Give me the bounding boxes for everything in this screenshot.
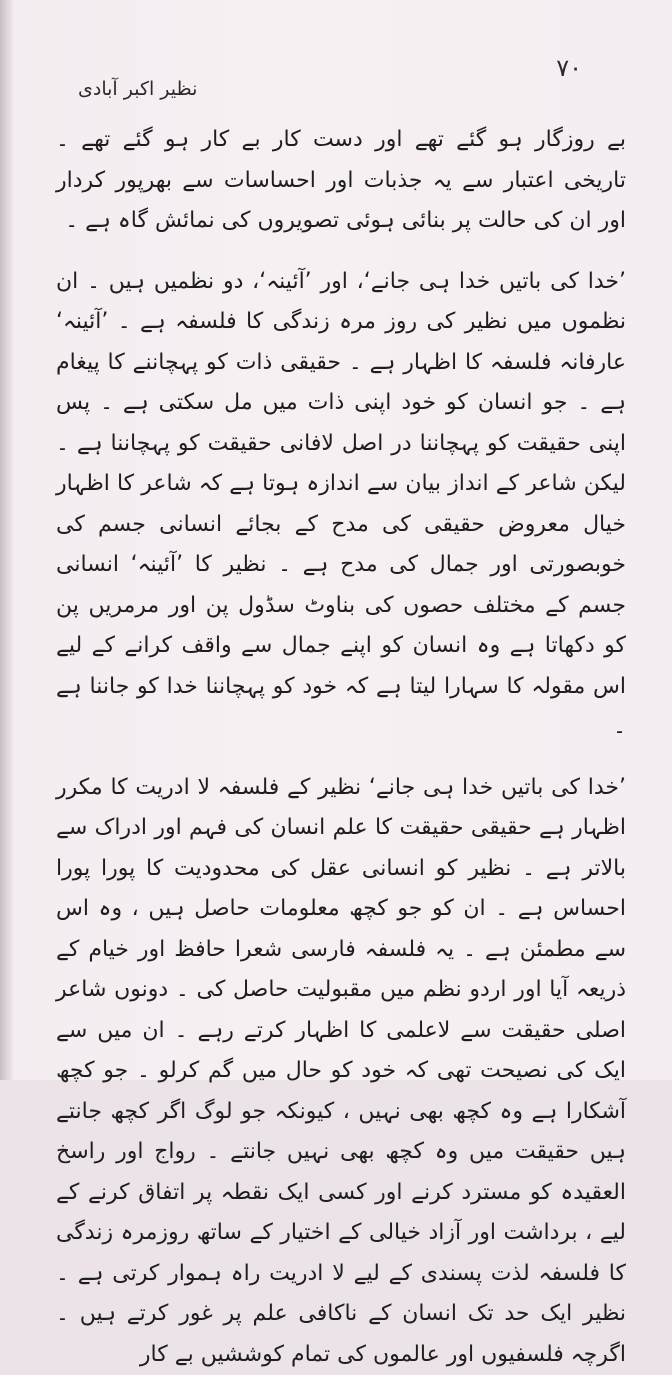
paragraph-1: بے روزگار ہو گئے تھے اور دست کار بے کار ہو گئے تھے ۔ تاریخی اعتبار سے یہ جذبات اور احساسات سے بھرپور کردار اور ان کی حالت پر بنائی ہوئی تصویروں کی نمائش گاہ ہے ۔	[56, 120, 626, 242]
binding-shadow	[0, 0, 14, 1080]
page-number: ۷۰	[556, 54, 582, 82]
running-head: نظیر اکبر آبادی	[78, 78, 197, 100]
paragraph-3: ’خدا کی باتیں خدا ہی جانے‘ نظیر کے فلسفہ لا ادریت کا مکرر اظہار ہے حقیقی حقیقت کا علم انسان کی فہم اور ادراک سے بالاتر ہے ۔ نظیر کو انسانی عقل کی محدودیت کا پورا پورا احساس ہے ۔ ان کو جو کچھ معلومات حاصل ہیں ، وہ اس سے مطمئن ہے ۔ یہ فلسفہ فارسی شعرا حافظ اور خیام کے ذریعہ آیا اور اردو نظم میں مقبولیت حاصل کی ۔ دونوں شاعر اصلی حقیقت سے لاعلمی کا اظہار کرتے رہے ۔ ان میں سے ایک کی نصیحت تھی کہ خود کو حال میں گم کرلو ۔ جو کچھ آشکارا ہے وہ کچھ بھی نہیں ، کیونکہ جو لوگ اگر کچھ جانتے ہیں حقیقت میں وہ کچھ بھی نہیں جانتے ۔ رواج اور راسخ العقیدہ کو مسترد کرنے اور کسی ایک نقطہ پر اتفاق کرنے کے لیے ، برداشت اور آزاد خیالی کے اختیار کے ساتھ روزمرہ زندگی کا فلسفہ لذت پسندی کے لیے لا ادریت راہ ہموار کرتی ہے ۔ نظیر ایک حد تک انسان کے ناکافی علم پر غور کرتے ہیں ۔ اگرچہ فلسفیوں اور عالموں کی تمام کوششیں بے کار	[56, 768, 626, 1375]
body-text	[56, 120, 626, 1375]
paragraph-2: ’خدا کی باتیں خدا ہی جانے‘، اور ’آئینہ‘، دو نظمیں ہیں ۔ ان نظموں میں نظیر کی روز مرہ زندگی کا فلسفہ ہے ۔ ’آئینہ‘ عارفانہ فلسفہ کا اظہار ہے ۔ حقیقی ذات کو پہچاننے کا پیغام ہے ۔ جو انسان کو خود اپنی ذات میں مل سکتی ہے ۔ پس اپنی حقیقت کو پہچاننا در اصل لافانی حقیقت کو پہچاننا ہے ۔ لیکن شاعر کے انداز بیان سے اندازہ ہوتا ہے کہ شاعر کا اظہار خیال معروض حقیقی کی مدح کے بجائے انسانی جسم کی خوبصورتی اور جمال کی مدح ہے ۔ نظیر کا ’آئینہ‘ انسانی جسم کے مختلف حصوں کی بناوٹ سڈول پن اور مرمریں پن کو دکھاتا ہے وہ انسان کو اپنے جمال سے واقف کرانے کے لیے اس مقولہ کا سہارا لیتا ہے کہ خود کو پہچاننا خدا کو جاننا ہے ۔	[56, 262, 626, 748]
